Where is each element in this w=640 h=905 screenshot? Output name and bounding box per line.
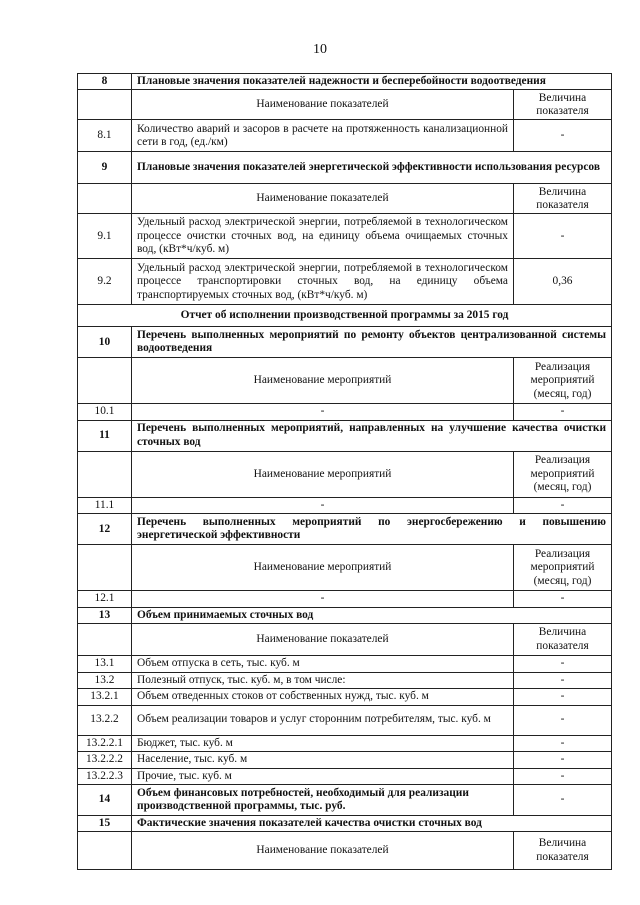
row-text: Население, тыс. куб. м (132, 752, 514, 768)
column-header-row (78, 545, 612, 591)
table-row (78, 591, 612, 607)
row-value: - (514, 497, 612, 513)
empty-cell (78, 451, 132, 497)
column-header-row (78, 451, 612, 497)
section-12-header (78, 514, 612, 545)
section-number: 11 (78, 420, 132, 451)
column-header-row (78, 184, 612, 214)
section-11-header (78, 420, 612, 451)
table-row (78, 752, 612, 768)
section-title: Перечень выполненных мероприятий по ремонту объектов централизованной системы водоотведения (132, 327, 612, 358)
row-number: 9.1 (78, 214, 132, 259)
empty-cell (78, 545, 132, 591)
section-number: 12 (78, 514, 132, 545)
section-number: 14 (78, 784, 132, 815)
empty-cell (78, 832, 132, 870)
empty-cell (78, 184, 132, 214)
section-number: 13 (78, 607, 132, 623)
section-title: Фактические значения показателей качества очистки сточных вод (132, 815, 612, 831)
section-14-row (78, 784, 612, 815)
table-row (78, 497, 612, 513)
section-title: Объем финансовых потребностей, необходимый для реализации производственной программы, тыс. руб. (132, 784, 514, 815)
row-value: 0,36 (514, 259, 612, 305)
row-number: 11.1 (78, 497, 132, 513)
section-8-header (78, 74, 612, 90)
row-text: Удельный расход электрической энергии, потребляемой в технологическом процессе очистки сточных вод, на единицу объема очищаемых сточных вод, (кВт*ч/куб. м) (132, 214, 514, 259)
section-title: Объем принимаемых сточных вод (132, 607, 612, 623)
row-value: - (514, 735, 612, 751)
row-text: - (132, 497, 514, 513)
table-row (78, 735, 612, 751)
table-row (78, 404, 612, 420)
section-title: Плановые значения показателей надежности и бесперебойности водоотведения (132, 74, 612, 90)
section-title: Плановые значения показателей энергетической эффективности использования ресурсов (132, 152, 612, 184)
column-header-name: Наименование показателей (132, 184, 514, 214)
table-row (78, 120, 612, 152)
table-row (78, 259, 612, 305)
section-number: 10 (78, 327, 132, 358)
row-text: - (132, 404, 514, 420)
table-row (78, 214, 612, 259)
column-header-name: Наименование показателей (132, 624, 514, 656)
row-value: - (514, 705, 612, 735)
row-number: 13.2.2 (78, 705, 132, 735)
column-header-value: Величина показателя (514, 184, 612, 214)
column-header-value: Величина показателя (514, 832, 612, 870)
section-13-header (78, 607, 612, 623)
section-title: Перечень выполненных мероприятий по энергосбережению и повышению энергетической эффективности (132, 514, 612, 545)
row-text: Объем отпуска в сеть, тыс. куб. м (132, 656, 514, 672)
row-number: 10.1 (78, 404, 132, 420)
row-text: - (132, 591, 514, 607)
table-row (78, 768, 612, 784)
column-header-value: Реализация мероприятий (месяц, год) (514, 358, 612, 404)
column-header-row (78, 358, 612, 404)
row-value: - (514, 784, 612, 815)
row-value: - (514, 752, 612, 768)
row-value: - (514, 120, 612, 152)
report-title: Отчет об исполнении производственной программы за 2015 год (78, 305, 612, 327)
table-row (78, 689, 612, 705)
row-text: Объем отведенных стоков от собственных нужд, тыс. куб. м (132, 689, 514, 705)
section-title: Перечень выполненных мероприятий, направленных на улучшение качества очистки сточных вод (132, 420, 612, 451)
column-header-name: Наименование мероприятий (132, 451, 514, 497)
row-value: - (514, 404, 612, 420)
section-9-header (78, 152, 612, 184)
row-number: 13.2.2.1 (78, 735, 132, 751)
column-header-value: Реализация мероприятий (месяц, год) (514, 545, 612, 591)
row-value: - (514, 768, 612, 784)
row-number: 13.1 (78, 656, 132, 672)
column-header-row (78, 832, 612, 870)
row-number: 8.1 (78, 120, 132, 152)
row-number: 12.1 (78, 591, 132, 607)
table-row (78, 705, 612, 735)
row-text: Удельный расход электрической энергии, потребляемой в технологическом процессе транспортировки сточных вод, на единицу объема транспортируемых сточных вод, (кВт*ч/куб. м) (132, 259, 514, 305)
column-header-row (78, 90, 612, 120)
row-number: 13.2.1 (78, 689, 132, 705)
row-number: 13.2.2.3 (78, 768, 132, 784)
row-text: Количество аварий и засоров в расчете на протяженность канализационной сети в год, (ед./км) (132, 120, 514, 152)
section-number: 9 (78, 152, 132, 184)
column-header-value: Величина показателя (514, 624, 612, 656)
row-number: 13.2 (78, 672, 132, 688)
section-number: 8 (78, 74, 132, 90)
table-row (78, 672, 612, 688)
row-text: Полезный отпуск, тыс. куб. м, в том числе: (132, 672, 514, 688)
table-row (78, 656, 612, 672)
column-header-name: Наименование показателей (132, 90, 514, 120)
empty-cell (78, 90, 132, 120)
empty-cell (78, 358, 132, 404)
row-value: - (514, 689, 612, 705)
program-table (77, 73, 612, 870)
row-value: - (514, 656, 612, 672)
column-header-name: Наименование мероприятий (132, 545, 514, 591)
column-header-value: Реализация мероприятий (месяц, год) (514, 451, 612, 497)
empty-cell (78, 624, 132, 656)
column-header-value: Величина показателя (514, 90, 612, 120)
row-text: Бюджет, тыс. куб. м (132, 735, 514, 751)
column-header-name: Наименование показателей (132, 832, 514, 870)
section-15-header (78, 815, 612, 831)
row-number: 9.2 (78, 259, 132, 305)
section-10-header (78, 327, 612, 358)
report-title-row (78, 305, 612, 327)
column-header-name: Наименование мероприятий (132, 358, 514, 404)
page-number: 10 (313, 42, 327, 57)
row-number: 13.2.2.2 (78, 752, 132, 768)
row-value: - (514, 591, 612, 607)
column-header-row (78, 624, 612, 656)
row-text: Объем реализации товаров и услуг сторонним потребителям, тыс. куб. м (132, 705, 514, 735)
row-text: Прочие, тыс. куб. м (132, 768, 514, 784)
section-number: 15 (78, 815, 132, 831)
row-value: - (514, 214, 612, 259)
row-value: - (514, 672, 612, 688)
